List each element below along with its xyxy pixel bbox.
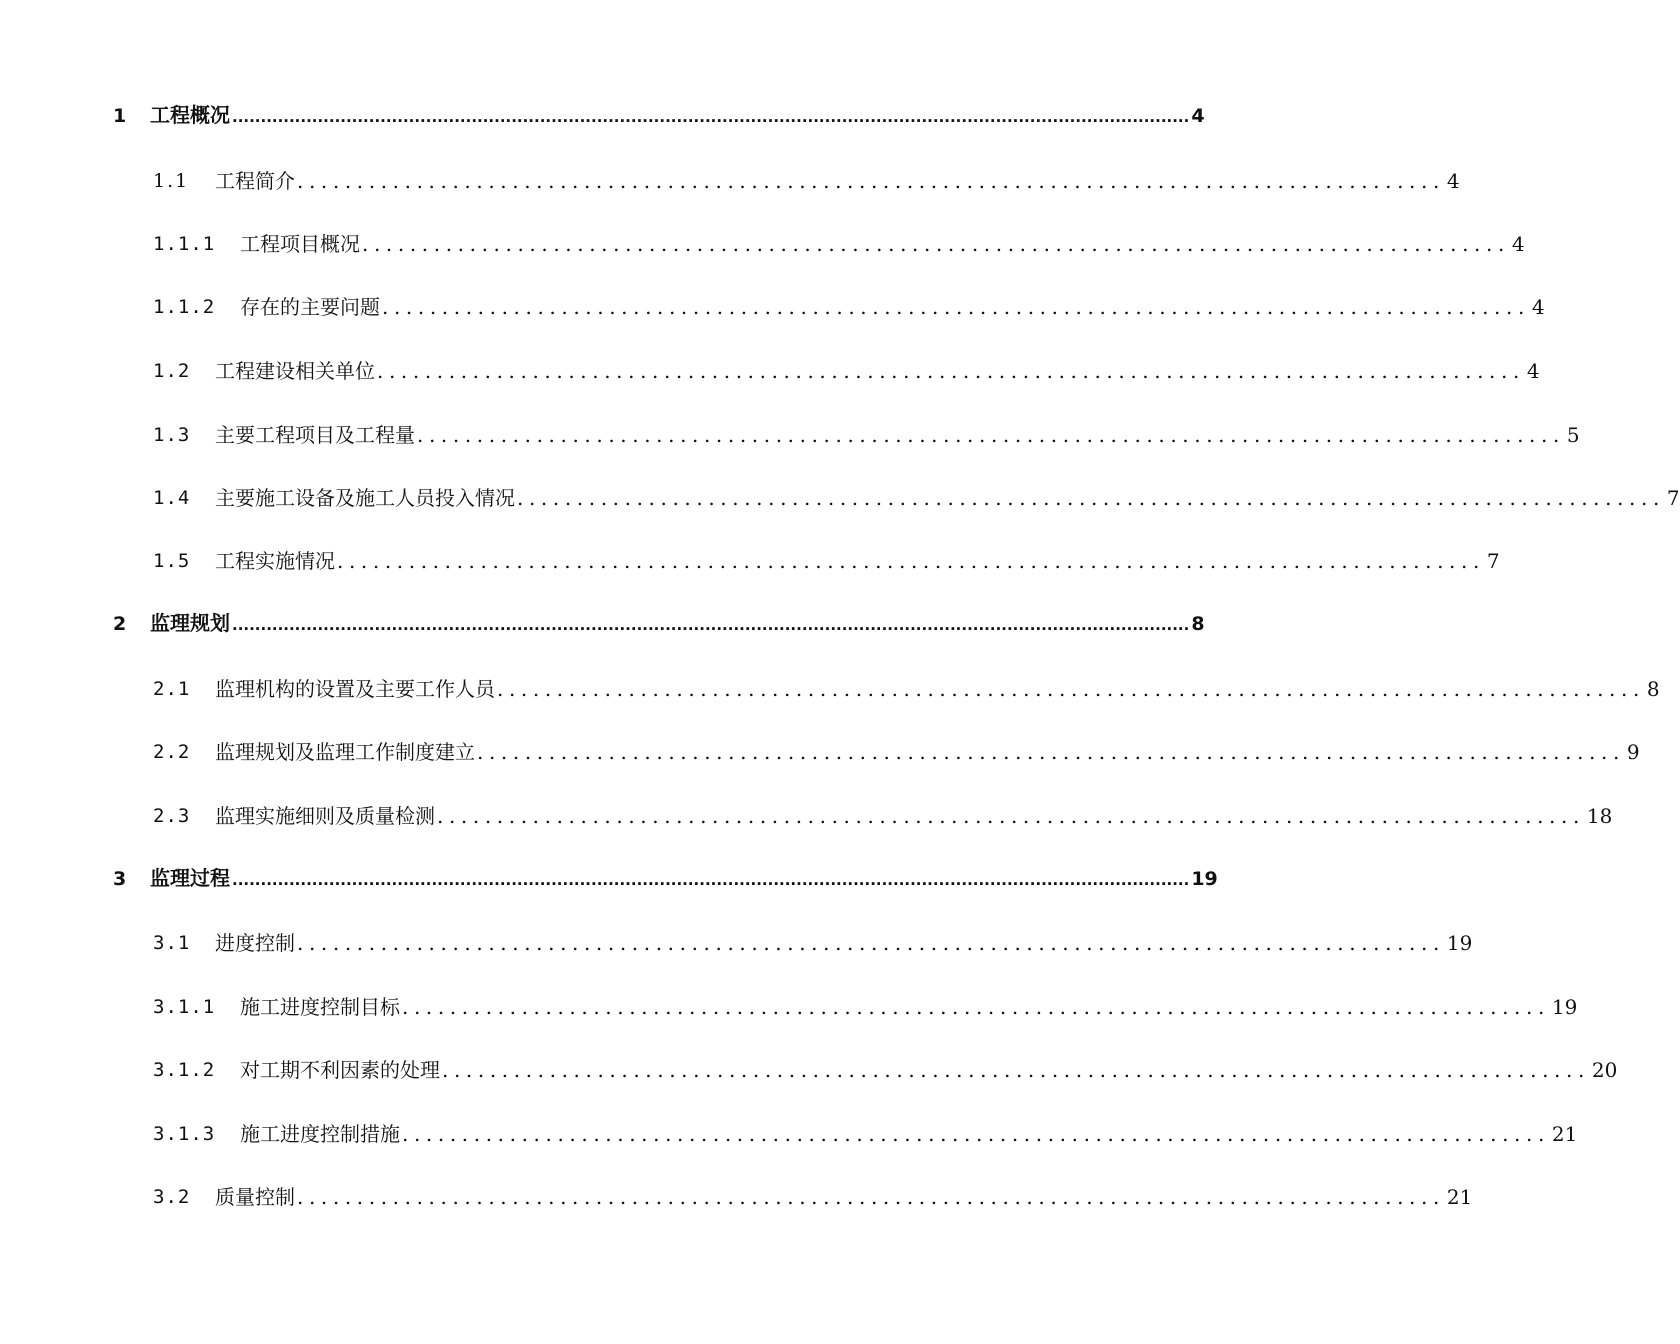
- toc-title: 监理过程: [150, 866, 230, 890]
- toc-entry-3-2[interactable]: [0, 1180, 1473, 1214]
- toc-title: 工程概况: [150, 103, 230, 127]
- toc-number: 2.3: [153, 805, 191, 827]
- dot-leader: ................................................................................................: [477, 740, 1625, 764]
- dot-leader: ........................................................................................................................................................................: [232, 871, 1190, 889]
- dot-leader: ................................................................................................: [437, 804, 1585, 828]
- dot-leader: ................................................................................................: [402, 1122, 1550, 1146]
- toc-title: 施工进度控制目标: [240, 995, 400, 1019]
- toc-entry-3-1-3[interactable]: [0, 1117, 1578, 1151]
- toc-number: 3.1: [153, 932, 191, 954]
- toc-title: 施工进度控制措施: [240, 1122, 400, 1146]
- toc-number: 1: [113, 105, 127, 127]
- toc-title: 对工期不利因素的处理: [240, 1058, 440, 1082]
- toc-entry-2-2[interactable]: [0, 735, 1640, 769]
- toc-page-number: 4: [1531, 295, 1545, 319]
- toc-entry-3-1[interactable]: [0, 926, 1473, 960]
- toc-number: 1.1.1: [153, 233, 216, 255]
- dot-leader: ................................................................................................: [442, 1058, 1590, 1082]
- toc-page-number: 21: [1551, 1122, 1578, 1146]
- toc-entry-1-5[interactable]: [0, 544, 1500, 578]
- toc-number: 1.4: [153, 487, 191, 509]
- toc-title: 主要施工设备及施工人员投入情况: [215, 486, 515, 510]
- toc-number: 1.2: [153, 360, 191, 382]
- dot-leader: ................................................................................................: [377, 359, 1525, 383]
- toc-number: 1.1: [153, 170, 190, 192]
- toc-page-number: 9: [1626, 740, 1640, 764]
- dot-leader: ........................................................................................................................................................................: [232, 108, 1190, 126]
- toc-title: 监理规划: [150, 611, 230, 635]
- toc-number: 3.1.2: [153, 1059, 216, 1081]
- toc-number: 1.5: [153, 550, 191, 572]
- toc-title: 监理实施细则及质量检测: [215, 804, 435, 828]
- dot-leader: ................................................................................................: [417, 423, 1565, 447]
- toc-page-number: 21: [1446, 1185, 1473, 1209]
- toc-entry-3-1-1[interactable]: [0, 990, 1578, 1024]
- toc-title: 工程建设相关单位: [215, 359, 375, 383]
- toc-page-number: 18: [1586, 804, 1613, 828]
- toc-title: 工程简介: [215, 169, 295, 193]
- toc-page-number: 8: [1191, 613, 1205, 635]
- dot-leader: ................................................................................................: [362, 232, 1510, 256]
- toc-page-number: 19: [1191, 868, 1218, 890]
- toc-entry-2-3[interactable]: [0, 799, 1613, 833]
- toc-page-number: 19: [1551, 995, 1578, 1019]
- toc-entry-1-1-2[interactable]: [0, 290, 1545, 324]
- dot-leader: ................................................................................................: [297, 169, 1445, 193]
- toc-entry-2[interactable]: [0, 607, 1205, 641]
- toc-title: 进度控制: [215, 931, 295, 955]
- toc-entry-1-3[interactable]: [0, 418, 1580, 452]
- toc-number: 3.1.1: [153, 996, 216, 1018]
- toc-entry-1-4[interactable]: [0, 481, 1680, 515]
- dot-leader: ................................................................................................: [297, 931, 1445, 955]
- toc-page-number: 7: [1486, 549, 1500, 573]
- toc-page-number: 4: [1446, 169, 1460, 193]
- toc-entry-1[interactable]: [0, 99, 1205, 133]
- toc-entry-1-1-1[interactable]: [0, 227, 1525, 261]
- dot-leader: ........................................................................................................................................................................: [232, 616, 1190, 634]
- toc-title: 工程项目概况: [240, 232, 360, 256]
- toc-number: 3.1.3: [153, 1123, 216, 1145]
- dot-leader: ................................................................................................: [497, 677, 1645, 701]
- toc-title: 工程实施情况: [215, 549, 335, 573]
- toc-page-number: 4: [1191, 105, 1205, 127]
- toc-entry-3-1-2[interactable]: [0, 1053, 1618, 1087]
- toc-title: 监理规划及监理工作制度建立: [215, 740, 475, 764]
- toc-entry-1-2[interactable]: [0, 354, 1540, 388]
- toc-number: 1.3: [153, 424, 191, 446]
- toc-page-number: 4: [1526, 359, 1540, 383]
- toc-number: 3.2: [153, 1186, 191, 1208]
- toc-page-number: 7: [1666, 486, 1680, 510]
- toc-page-number: 20: [1591, 1058, 1618, 1082]
- dot-leader: ................................................................................................: [402, 995, 1550, 1019]
- dot-leader: ................................................................................................: [337, 549, 1485, 573]
- toc-title: 质量控制: [215, 1185, 295, 1209]
- toc-page-number: 19: [1446, 931, 1473, 955]
- dot-leader: ................................................................................................: [517, 486, 1665, 510]
- toc-title: 存在的主要问题: [240, 295, 380, 319]
- toc-number: 2.1: [153, 678, 191, 700]
- toc-title: 主要工程项目及工程量: [215, 423, 415, 447]
- dot-leader: ................................................................................................: [382, 295, 1530, 319]
- toc-entry-2-1[interactable]: [0, 672, 1660, 706]
- toc-entry-3[interactable]: [0, 862, 1218, 896]
- toc-number: 2.2: [153, 741, 191, 763]
- toc-page-number: 4: [1511, 232, 1525, 256]
- toc-title: 监理机构的设置及主要工作人员: [215, 677, 495, 701]
- toc-page-number: 5: [1566, 423, 1580, 447]
- toc-number: 2: [113, 613, 127, 635]
- dot-leader: ................................................................................................: [297, 1185, 1445, 1209]
- toc-entry-1-1[interactable]: [0, 164, 1460, 198]
- toc-number: 1.1.2: [153, 296, 216, 318]
- toc-number: 3: [113, 868, 127, 890]
- toc-page-number: 8: [1646, 677, 1660, 701]
